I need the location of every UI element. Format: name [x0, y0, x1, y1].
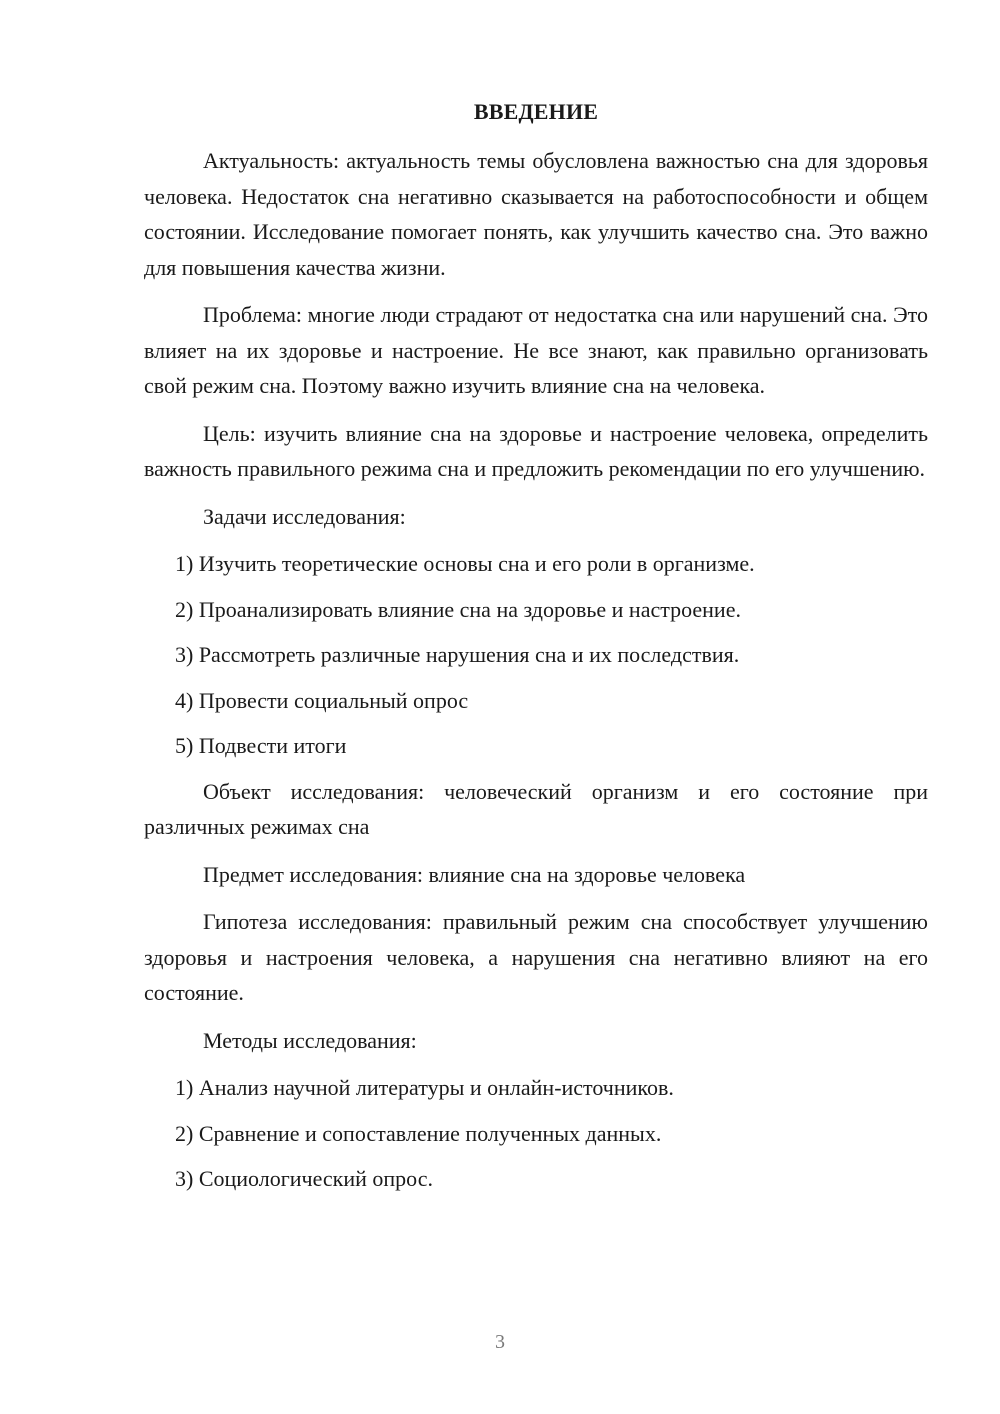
page-number: 3: [495, 1331, 505, 1353]
section-title: ВВЕДЕНИЕ: [473, 99, 599, 124]
task-item-3: 3) Рассмотреть различные нарушения сна и их последствия.: [175, 642, 740, 667]
task-item-1: 1) Изучить теоретические основы сна и его роли в организме.: [175, 551, 755, 576]
goal-paragraph: Цель: изучить влияние сна на здоровье и настроение человека, определить важность правильного режима сна и предложить рекомендации по его улучшению.: [144, 420, 928, 481]
problem-paragraph: Проблема: многие люди страдают от недостатка сна или нарушений сна. Это влияет на их здоровье и настроение. Не все знают, как правильно организовать свой режим сна. Поэтому важно изучить влияние сна на человека.: [144, 302, 928, 398]
method-item-3: 3) Социологический опрос.: [175, 1166, 433, 1191]
page-content: [144, 94, 928, 1207]
task-item-5: 5) Подвести итоги: [175, 733, 347, 758]
task-item-2: 2) Проанализировать влияние сна на здоровье и настроение.: [175, 596, 741, 622]
task-item-4: 4) Провести социальный опрос: [175, 687, 469, 713]
method-item-2: 2) Сравнение и сопоставление полученных данных.: [175, 1120, 662, 1146]
object-paragraph: Объект исследования: человеческий организм и его состояние при различных режимах сна: [144, 778, 928, 839]
method-item-1: 1) Анализ научной литературы и онлайн-источников.: [175, 1075, 674, 1100]
relevance-paragraph: Актуальность: актуальность темы обусловлена важностью сна для здоровья человека. Недостаток сна негативно сказывается на работоспособности и общем состоянии. Исследование помогает понять, как улучшить качество сна. Это важно для повышения качества жизни.: [144, 148, 928, 280]
tasks-heading: Задачи исследования:: [203, 503, 406, 529]
methods-list: [144, 1070, 928, 1197]
subject-paragraph: Предмет исследования: влияние сна на здоровье человека: [203, 861, 746, 887]
methods-heading: Методы исследования:: [203, 1027, 417, 1053]
hypothesis-paragraph: Гипотеза исследования: правильный режим сна способствует улучшению здоровья и настроения человека, а нарушения сна негативно влияют на его состояние.: [144, 909, 928, 1005]
tasks-list: [144, 546, 928, 764]
